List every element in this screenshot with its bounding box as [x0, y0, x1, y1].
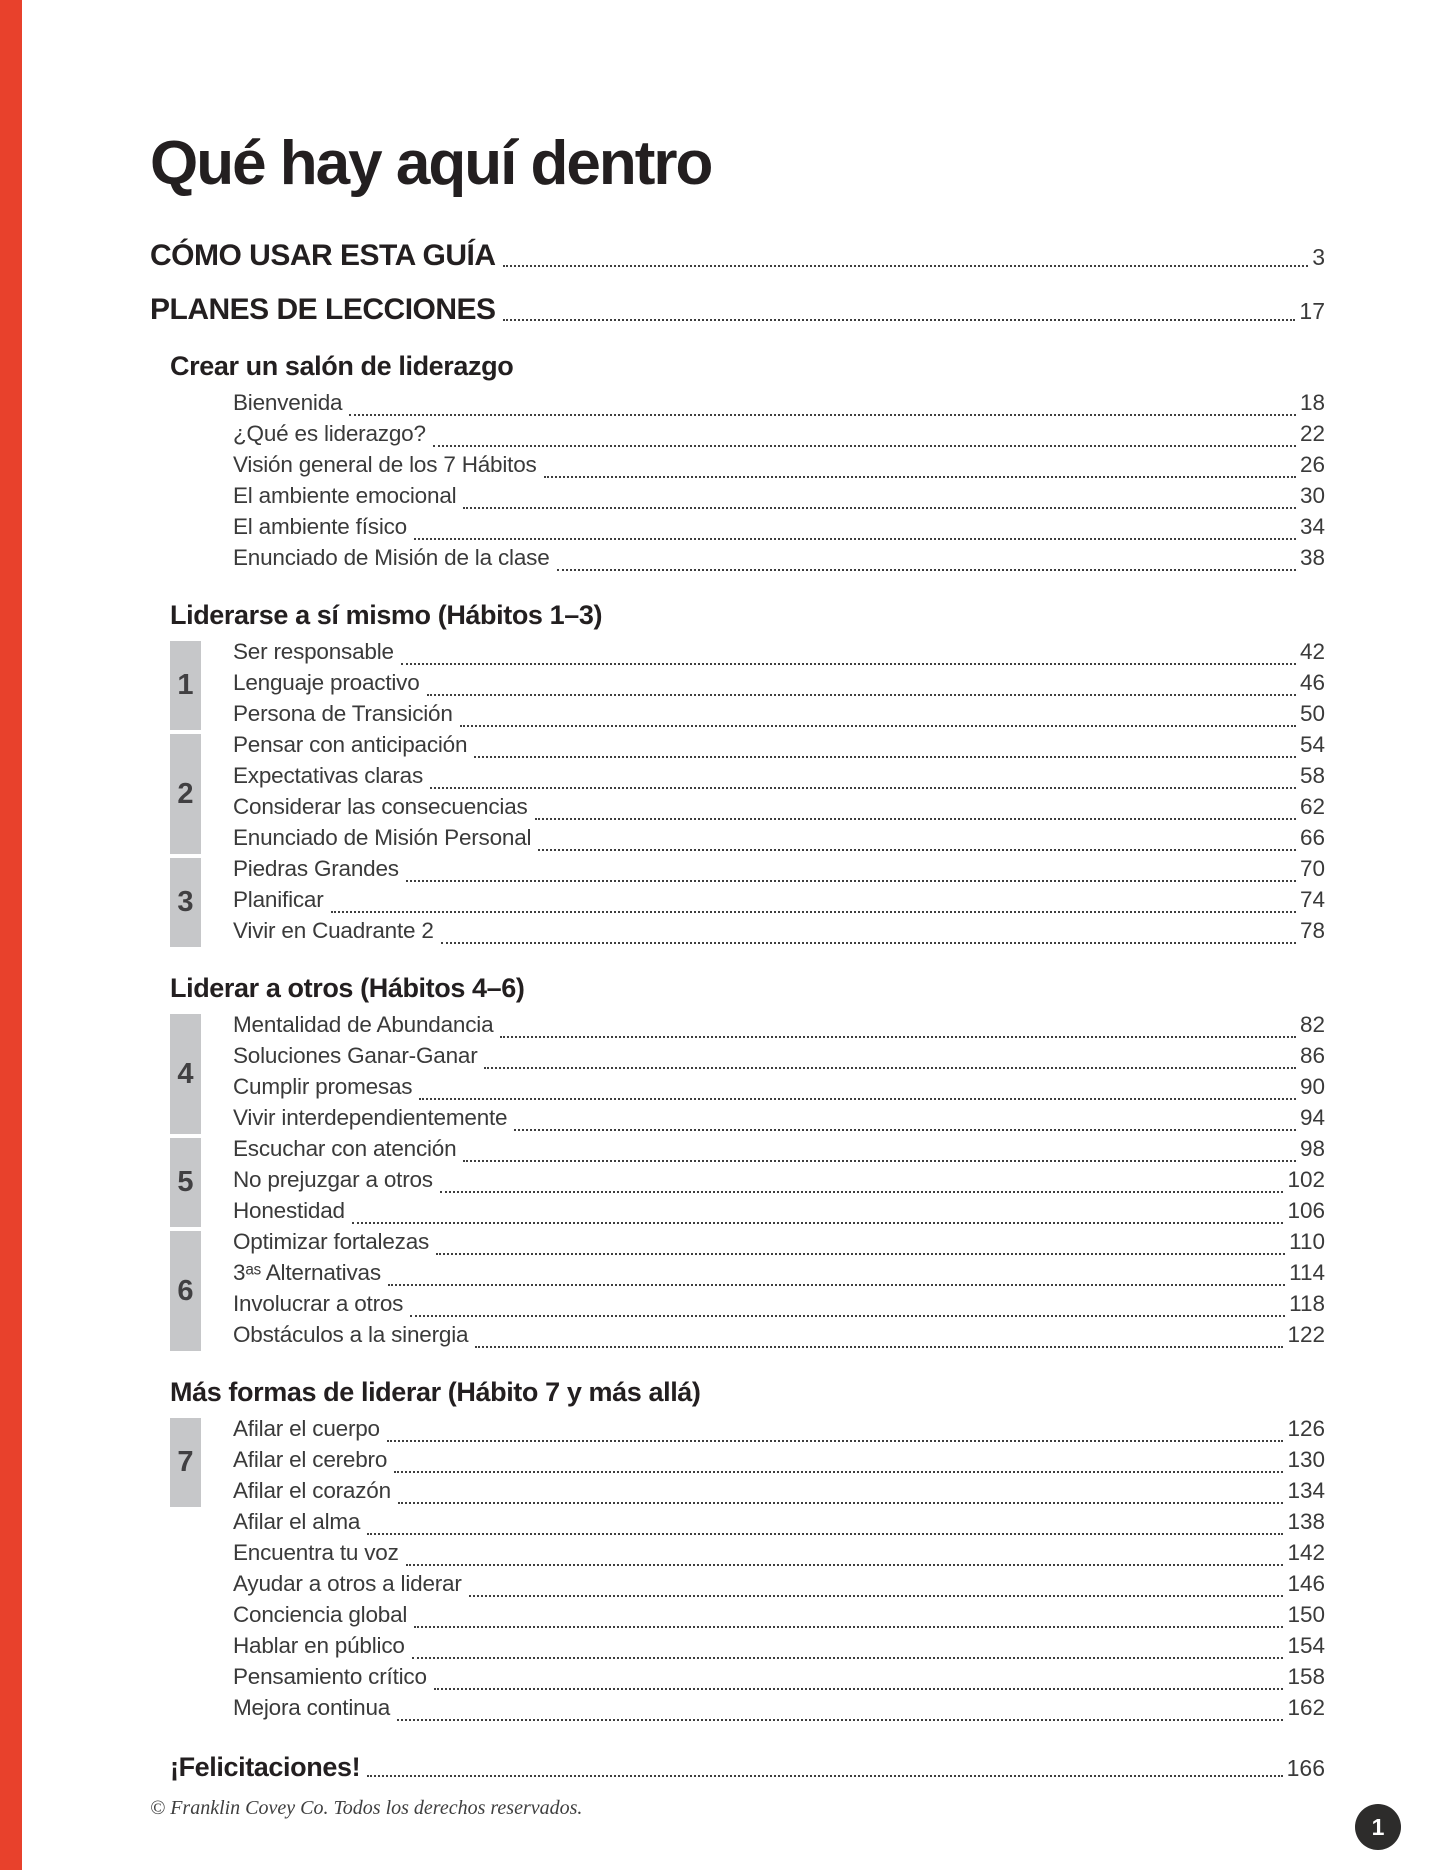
toc-entry-page: 46 — [1299, 670, 1325, 695]
toc-entry-label: Vivir interdependientemente — [233, 1105, 508, 1130]
habit-box-column — [170, 639, 201, 732]
lesson-group — [170, 1229, 1325, 1353]
toc-entry-page: 98 — [1299, 1136, 1325, 1161]
dot-leader — [514, 1129, 1296, 1131]
toc-entry-label: ¿Qué es liderazgo? — [233, 421, 426, 446]
toc-row — [233, 639, 1325, 670]
toc-entry-page: 150 — [1287, 1602, 1325, 1627]
toc-row — [233, 856, 1325, 887]
toc-entry-label: Vivir en Cuadrante 2 — [233, 918, 434, 943]
habit-number-box: 7 — [170, 1418, 201, 1507]
habit-number-box: 2 — [170, 734, 201, 854]
toc-entry-label: Pensamiento crítico — [233, 1664, 427, 1689]
toc-entry-label: Involucrar a otros — [233, 1291, 404, 1316]
dot-leader — [331, 911, 1296, 913]
toc-section — [150, 351, 1325, 576]
toc-entry-page: 70 — [1299, 856, 1325, 881]
dot-leader — [474, 756, 1296, 758]
toc-row — [233, 1105, 1325, 1136]
toc-row — [233, 1447, 1325, 1478]
toc-entry-page: 130 — [1287, 1447, 1325, 1472]
toc-entry-label: Escuchar con atención — [233, 1136, 457, 1161]
lesson-rows — [233, 639, 1325, 732]
lesson-group — [170, 639, 1325, 732]
dot-leader — [434, 1688, 1284, 1690]
toc-entry-page: 158 — [1287, 1664, 1325, 1689]
toc-entry-page: 42 — [1299, 639, 1325, 664]
dot-leader — [544, 476, 1296, 478]
habit-number-box: 1 — [170, 641, 201, 730]
dot-leader — [460, 725, 1296, 727]
toc-entry-label: Honestidad — [233, 1198, 345, 1223]
toc-row — [233, 1633, 1325, 1664]
dot-leader — [387, 1440, 1284, 1442]
toc-row — [233, 763, 1325, 794]
accent-strip — [0, 0, 22, 1870]
toc-entry-label: Ser responsable — [233, 639, 394, 664]
lesson-rows — [233, 390, 1325, 576]
toc-entry-label: Pensar con anticipación — [233, 732, 468, 757]
toc-entry-page: 90 — [1299, 1074, 1325, 1099]
toc-section — [150, 973, 1325, 1353]
toc-entry-page: 26 — [1299, 452, 1325, 477]
toc-row — [233, 514, 1325, 545]
dot-leader — [352, 1222, 1284, 1224]
toc-row — [233, 918, 1325, 949]
toc-row — [233, 732, 1325, 763]
toc-entry-page: 74 — [1299, 887, 1325, 912]
toc-entry-page: 38 — [1299, 545, 1325, 570]
dot-leader — [484, 1067, 1295, 1069]
toc-entry-page: 114 — [1289, 1260, 1325, 1285]
toc-row — [233, 670, 1325, 701]
toc-row — [233, 1260, 1325, 1291]
toc-entry-label: Lenguaje proactivo — [233, 670, 420, 695]
toc-entry-page: 17 — [1299, 298, 1325, 324]
toc-entry-label: Piedras Grandes — [233, 856, 399, 881]
toc-entry-label: Mejora continua — [233, 1695, 391, 1720]
lesson-group — [170, 1012, 1325, 1136]
toc-row — [233, 421, 1325, 452]
toc-entry-page: 134 — [1287, 1478, 1325, 1503]
toc-entry-label: No prejuzgar a otros — [233, 1167, 433, 1192]
lesson-group — [170, 1509, 1325, 1726]
toc-entry-page: 118 — [1289, 1291, 1325, 1316]
toc-entry-page: 126 — [1287, 1416, 1325, 1441]
toc-entry-page: 3 — [1312, 244, 1325, 270]
habit-number-box: 3 — [170, 858, 201, 947]
toc-entry-label: El ambiente físico — [233, 514, 407, 539]
toc-entry-page: 122 — [1287, 1322, 1325, 1347]
toc-entry-label: CÓMO USAR ESTA GUÍA — [150, 239, 496, 272]
dot-leader — [538, 849, 1296, 851]
dot-leader — [406, 1564, 1284, 1566]
toc-entry-page: 22 — [1299, 421, 1325, 446]
dot-leader — [440, 1191, 1284, 1193]
toc-row — [233, 1043, 1325, 1074]
toc-row — [233, 1198, 1325, 1229]
toc-entry-page: 18 — [1299, 390, 1325, 415]
dot-leader — [427, 694, 1296, 696]
toc-entry-label: Conciencia global — [233, 1602, 408, 1627]
toc-section — [150, 1377, 1325, 1726]
toc-entry-page: 154 — [1287, 1633, 1325, 1658]
dot-leader — [367, 1533, 1283, 1535]
habit-box-column — [170, 390, 201, 576]
toc-row — [233, 390, 1325, 421]
toc-row — [233, 825, 1325, 856]
lesson-rows — [233, 1136, 1325, 1229]
toc-top-entry — [150, 293, 1325, 327]
toc-entry-label: Enunciado de Misión de la clase — [233, 545, 550, 570]
page-title: Qué hay aquí dentro — [150, 129, 712, 198]
dot-leader — [503, 265, 1309, 267]
toc-entry-page: 82 — [1299, 1012, 1325, 1037]
habit-box-column — [170, 856, 201, 949]
lesson-rows — [233, 1229, 1325, 1353]
toc-entry-label: Soluciones Ganar-Ganar — [233, 1043, 478, 1068]
toc-entry-page: 54 — [1299, 732, 1325, 757]
toc-entry-page: 146 — [1287, 1571, 1325, 1596]
toc-entry-label: Visión general de los 7 Hábitos — [233, 452, 537, 477]
toc-entry-label: Cumplir promesas — [233, 1074, 413, 1099]
toc-entry-label: Afilar el alma — [233, 1509, 361, 1534]
dot-leader — [503, 319, 1296, 321]
toc — [150, 239, 1325, 1783]
lesson-group — [170, 1136, 1325, 1229]
page-number-badge — [1355, 1804, 1401, 1850]
toc-entry-label: Mentalidad de Abundancia — [233, 1012, 494, 1037]
lesson-group — [170, 732, 1325, 856]
toc-entry-label: Considerar las consecuencias — [233, 794, 528, 819]
dot-leader — [410, 1315, 1285, 1317]
toc-entry-page: 162 — [1287, 1695, 1325, 1720]
habit-box-column — [170, 1229, 201, 1353]
dot-leader — [394, 1471, 1283, 1473]
toc-entry-page: 142 — [1287, 1540, 1325, 1565]
dot-leader — [463, 507, 1296, 509]
toc-row — [233, 483, 1325, 514]
habit-box-column — [170, 732, 201, 856]
toc-row — [233, 794, 1325, 825]
toc-row — [233, 1571, 1325, 1602]
toc-entry-page: 138 — [1287, 1509, 1325, 1534]
dot-leader — [414, 538, 1296, 540]
toc-entry-label: Optimizar fortalezas — [233, 1229, 430, 1254]
lesson-group — [170, 856, 1325, 949]
habit-box-column — [170, 1136, 201, 1229]
habit-number-box: 6 — [170, 1231, 201, 1351]
dot-leader — [433, 445, 1296, 447]
toc-row — [233, 1664, 1325, 1695]
lesson-group — [170, 1416, 1325, 1509]
dot-leader — [349, 414, 1296, 416]
dot-leader — [469, 1595, 1284, 1597]
toc-row — [233, 1602, 1325, 1633]
dot-leader — [463, 1160, 1296, 1162]
toc-entry-page: 110 — [1289, 1229, 1325, 1254]
toc-entry-label: Afilar el corazón — [233, 1478, 391, 1503]
toc-entry-label: Obstáculos a la sinergia — [233, 1322, 469, 1347]
habit-number-box: 4 — [170, 1014, 201, 1134]
dot-leader — [367, 1775, 1282, 1777]
toc-row — [233, 1509, 1325, 1540]
toc-entry-page: 50 — [1299, 701, 1325, 726]
dot-leader — [557, 569, 1296, 571]
toc-row — [233, 1012, 1325, 1043]
toc-entry-label: Encuentra tu voz — [233, 1540, 399, 1565]
toc-entry-page: 94 — [1299, 1105, 1325, 1130]
toc-top-entry — [150, 239, 1325, 273]
toc-entry-label: Bienvenida — [233, 390, 343, 415]
dot-leader — [436, 1253, 1285, 1255]
toc-row — [233, 1291, 1325, 1322]
dot-leader — [406, 880, 1296, 882]
toc-row — [233, 887, 1325, 918]
dot-leader — [441, 942, 1296, 944]
toc-row — [233, 1136, 1325, 1167]
toc-entry-page: 66 — [1299, 825, 1325, 850]
toc-entry-page: 30 — [1299, 483, 1325, 508]
habit-box-column — [170, 1509, 201, 1726]
toc-entry-label: Persona de Transición — [233, 701, 453, 726]
toc-entry-label: ¡Felicitaciones! — [170, 1752, 361, 1782]
toc-entry-label: 3ᵃˢ Alternativas — [233, 1260, 381, 1285]
dot-leader — [412, 1657, 1284, 1659]
toc-row — [233, 1695, 1325, 1726]
dot-leader — [397, 1719, 1283, 1721]
toc-entry-page: 86 — [1299, 1043, 1325, 1068]
lesson-group — [170, 390, 1325, 576]
lesson-rows — [233, 1012, 1325, 1136]
section-heading: Liderarse a sí mismo (Hábitos 1–3) — [170, 600, 603, 630]
habit-box-column — [170, 1012, 201, 1136]
toc-entry-label: PLANES DE LECCIONES — [150, 293, 496, 326]
dot-leader — [401, 663, 1296, 665]
lesson-rows — [233, 1416, 1325, 1509]
toc-entry-page: 102 — [1287, 1167, 1325, 1192]
toc-entry-page: 34 — [1299, 514, 1325, 539]
dot-leader — [388, 1284, 1285, 1286]
toc-entry-label: Afilar el cuerpo — [233, 1416, 380, 1441]
toc-entry-label: Ayudar a otros a liderar — [233, 1571, 462, 1596]
dot-leader — [414, 1626, 1283, 1628]
toc-row — [233, 701, 1325, 732]
toc-final-entry — [170, 1752, 1325, 1783]
toc-row — [233, 1478, 1325, 1509]
dot-leader — [475, 1346, 1283, 1348]
toc-entry-label: Enunciado de Misión Personal — [233, 825, 532, 850]
toc-row — [233, 1229, 1325, 1260]
lesson-rows — [233, 732, 1325, 856]
toc-row — [233, 1074, 1325, 1105]
toc-entry-label: Hablar en público — [233, 1633, 405, 1658]
toc-row — [233, 545, 1325, 576]
page-number: 1 — [1371, 1813, 1385, 1840]
toc-row — [233, 452, 1325, 483]
dot-leader — [419, 1098, 1296, 1100]
lesson-rows — [233, 1509, 1325, 1726]
dot-leader — [500, 1036, 1296, 1038]
toc-entry-page: 78 — [1299, 918, 1325, 943]
toc-row — [233, 1416, 1325, 1447]
toc-entry-page: 106 — [1287, 1198, 1325, 1223]
toc-entry-label: El ambiente emocional — [233, 483, 457, 508]
section-heading: Crear un salón de liderazgo — [170, 351, 514, 381]
toc-row — [233, 1322, 1325, 1353]
toc-section — [150, 600, 1325, 949]
lesson-rows — [233, 856, 1325, 949]
toc-row — [233, 1540, 1325, 1571]
toc-entry-page: 166 — [1286, 1755, 1325, 1781]
habit-number-box: 5 — [170, 1138, 201, 1227]
toc-row — [233, 1167, 1325, 1198]
toc-entry-label: Planificar — [233, 887, 324, 912]
section-heading: Más formas de liderar (Hábito 7 y más allá) — [170, 1377, 701, 1407]
dot-leader — [430, 787, 1296, 789]
dot-leader — [398, 1502, 1284, 1504]
toc-entry-page: 58 — [1299, 763, 1325, 788]
habit-box-column — [170, 1416, 201, 1509]
toc-entry-page: 62 — [1299, 794, 1325, 819]
toc-entry-label: Expectativas claras — [233, 763, 424, 788]
section-heading: Liderar a otros (Hábitos 4–6) — [170, 973, 525, 1003]
toc-entry-label: Afilar el cerebro — [233, 1447, 388, 1472]
copyright-footer: © Franklin Covey Co. Todos los derechos reservados. — [150, 1797, 583, 1819]
dot-leader — [535, 818, 1296, 820]
